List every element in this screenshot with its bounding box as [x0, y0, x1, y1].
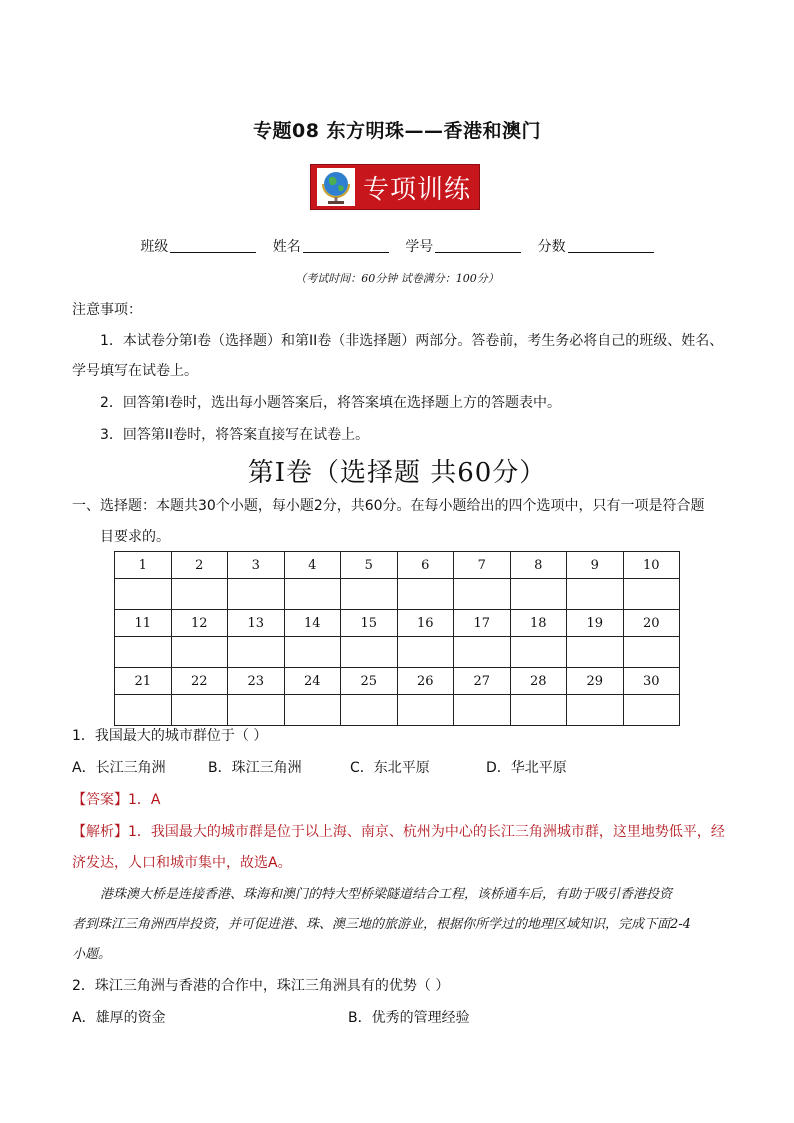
score-field[interactable]: 分数	[538, 236, 654, 256]
table-cell: 20	[623, 610, 680, 637]
table-cell: 11	[115, 610, 172, 637]
table-cell: 24	[284, 668, 341, 695]
passage-line-2: 者到珠江三角洲西岸投资，并可促进港、珠、澳三地的旅游业，根据你所学过的地理区域知识，完成下面2-4	[72, 917, 691, 932]
answer-cell[interactable]	[341, 637, 398, 668]
answer-cell[interactable]	[510, 637, 567, 668]
answer-cell[interactable]	[397, 695, 454, 726]
answer-cell[interactable]	[454, 637, 511, 668]
class-field[interactable]: 班级	[140, 236, 256, 256]
answer-cell[interactable]	[228, 579, 285, 610]
answer-cell[interactable]	[567, 637, 624, 668]
q2-option-a: A．雄厚的资金	[72, 1010, 166, 1026]
notes-heading: 注意事项：	[72, 302, 142, 318]
q1-analysis-cont: 济发达，人口和城市集中，故选A。	[72, 855, 292, 871]
table-cell: 9	[567, 552, 624, 579]
notes-item-1: 1．本试卷分第I卷（选择题）和第II卷（非选择题）两部分。答卷前，考生务必将自己的班级、姓名、	[100, 333, 724, 349]
answer-cell[interactable]	[171, 637, 228, 668]
answer-table	[114, 551, 680, 726]
q1-option-b: B．珠江三角洲	[208, 760, 302, 776]
answer-cell[interactable]	[510, 579, 567, 610]
q1-answer	[72, 790, 160, 810]
answer-cell[interactable]	[115, 637, 172, 668]
student-info-fields	[0, 236, 794, 256]
exam-info: （考试时间：60分钟 试卷满分：100分）	[295, 272, 499, 285]
q1-analysis	[72, 822, 725, 842]
q2-stem: 2．珠江三角洲与香港的合作中，珠江三角洲具有的优势（ ）	[72, 978, 450, 994]
table-row	[115, 668, 680, 695]
answer-cell[interactable]	[341, 695, 398, 726]
passage-line-3: 小题。	[72, 947, 112, 962]
q1-stem: 1．我国最大的城市群位于（ ）	[72, 728, 268, 744]
table-cell: 14	[284, 610, 341, 637]
answer-cell[interactable]	[567, 579, 624, 610]
table-cell: 17	[454, 610, 511, 637]
answer-cell[interactable]	[171, 579, 228, 610]
answer-cell[interactable]	[623, 579, 680, 610]
answer-cell[interactable]	[397, 579, 454, 610]
table-cell: 10	[623, 552, 680, 579]
q1-option-d: D．华北平原	[486, 760, 567, 776]
table-cell: 27	[454, 668, 511, 695]
answer-cell[interactable]	[284, 579, 341, 610]
answer-cell[interactable]	[115, 579, 172, 610]
answer-cell[interactable]	[228, 637, 285, 668]
table-cell: 15	[341, 610, 398, 637]
answer-cell[interactable]	[454, 579, 511, 610]
table-cell: 6	[397, 552, 454, 579]
answer-cell[interactable]	[454, 695, 511, 726]
name-field[interactable]: 姓名	[273, 236, 389, 256]
q2-option-b: B．优秀的管理经验	[348, 1010, 470, 1026]
table-cell: 12	[171, 610, 228, 637]
notes-item-2: 2．回答第I卷时，选出每小题答案后，将答案填在选择题上方的答题表中。	[100, 395, 562, 411]
table-cell: 3	[228, 552, 285, 579]
answer-cell[interactable]	[341, 579, 398, 610]
section-title: 第I卷（选择题 共60分）	[247, 458, 547, 488]
answer-cell[interactable]	[623, 695, 680, 726]
table-cell: 4	[284, 552, 341, 579]
answer-cell[interactable]	[510, 695, 567, 726]
table-cell: 23	[228, 668, 285, 695]
answer-label: 【答案】	[72, 792, 128, 808]
answer-row	[115, 637, 680, 668]
notes-item-1-cont: 学号填写在试卷上。	[72, 363, 198, 379]
table-cell: 30	[623, 668, 680, 695]
answer-cell[interactable]	[228, 695, 285, 726]
table-cell: 13	[228, 610, 285, 637]
table-row	[115, 552, 680, 579]
table-cell: 21	[115, 668, 172, 695]
table-cell: 5	[341, 552, 398, 579]
notes-item-3: 3．回答第II卷时，将答案直接写在试卷上。	[100, 427, 370, 443]
table-cell: 18	[510, 610, 567, 637]
table-cell: 25	[341, 668, 398, 695]
instructions-cont: 目要求的。	[100, 529, 170, 545]
table-cell: 1	[115, 552, 172, 579]
answer-row	[115, 695, 680, 726]
globe-icon	[317, 168, 355, 206]
answer-cell[interactable]	[115, 695, 172, 726]
table-cell: 26	[397, 668, 454, 695]
badge-label: 专项训练	[363, 174, 472, 205]
table-cell: 22	[171, 668, 228, 695]
table-row	[115, 610, 680, 637]
table-cell: 2	[171, 552, 228, 579]
answer-cell[interactable]	[397, 637, 454, 668]
instructions: 一、选择题：本题共30个小题，每小题2分，共60分。在每小题给出的四个选项中，只有一项是符合题	[72, 498, 705, 514]
answer-cell[interactable]	[284, 637, 341, 668]
training-badge	[310, 164, 480, 210]
table-cell: 29	[567, 668, 624, 695]
table-cell: 8	[510, 552, 567, 579]
q1-option-c: C．东北平原	[350, 760, 430, 776]
answer-cell[interactable]	[171, 695, 228, 726]
analysis-label: 【解析】	[72, 824, 128, 840]
table-cell: 7	[454, 552, 511, 579]
answer-row	[115, 579, 680, 610]
answer-text: 1．A	[128, 792, 161, 808]
table-cell: 16	[397, 610, 454, 637]
page-title: 专题08 东方明珠——香港和澳门	[252, 120, 542, 142]
answer-cell[interactable]	[567, 695, 624, 726]
answer-cell[interactable]	[623, 637, 680, 668]
student-id-field[interactable]: 学号	[405, 236, 521, 256]
table-cell: 28	[510, 668, 567, 695]
passage-line-1: 港珠澳大桥是连接香港、珠海和澳门的特大型桥梁隧道结合工程，该桥通车后，有助于吸引香港投资	[100, 887, 673, 902]
analysis-text: 1．我国最大的城市群是位于以上海、南京、杭州为中心的长江三角洲城市群，这里地势低平，经	[128, 824, 725, 840]
q1-option-a: A．长江三角洲	[72, 760, 166, 776]
answer-cell[interactable]	[284, 695, 341, 726]
table-cell: 19	[567, 610, 624, 637]
